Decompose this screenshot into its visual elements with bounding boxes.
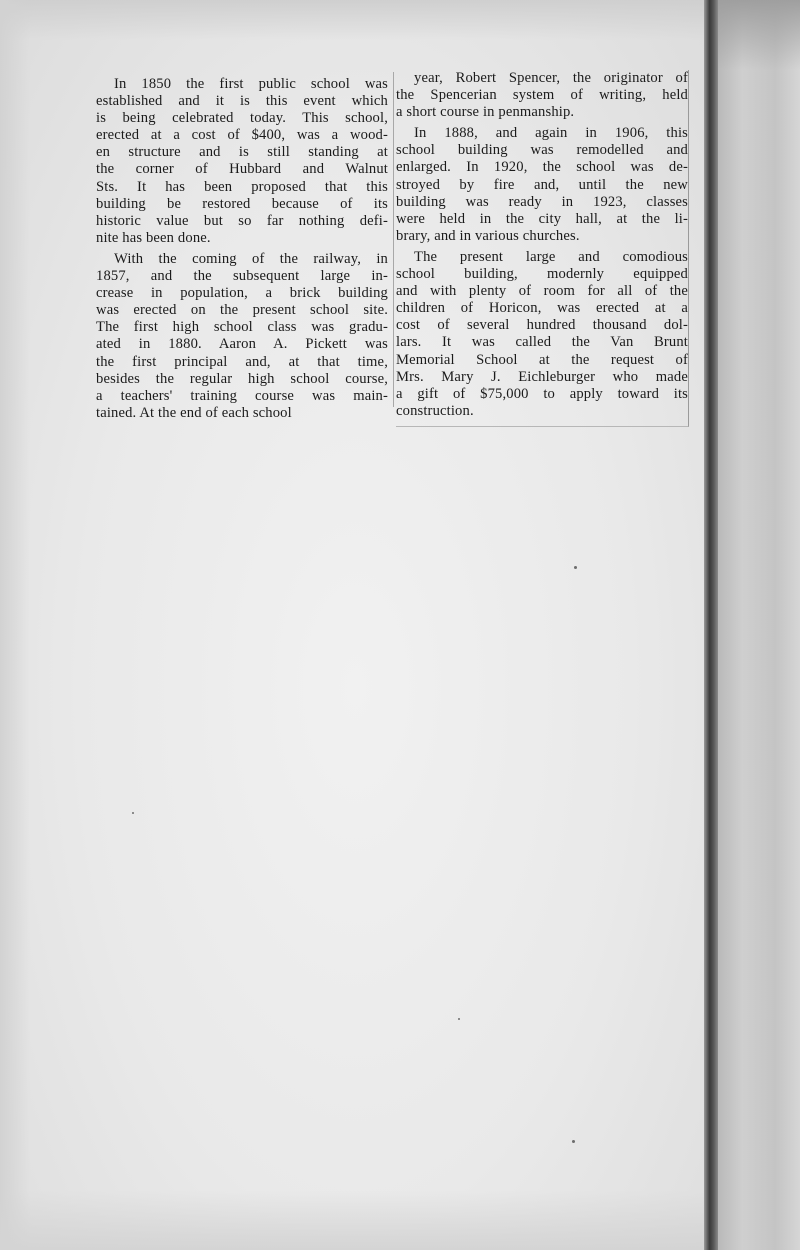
- article-line: children of Horicon, was erected at a: [396, 300, 688, 317]
- article-paragraph: [396, 125, 688, 245]
- page-shadow-left: [0, 0, 30, 1250]
- article-line: year, Robert Spencer, the originator of: [414, 70, 688, 86]
- article-line: established and it is this event which: [96, 93, 388, 110]
- article-line: tained. At the end of each school: [96, 404, 292, 421]
- article-line: historic value but so far nothing defi-: [96, 212, 388, 229]
- article-line: en structure and is still standing at: [96, 144, 388, 161]
- article-paragraph: [396, 70, 688, 121]
- book-binding-edge: [704, 0, 718, 1250]
- article-line: the first principal and, at that time,: [96, 353, 388, 370]
- article-line: In 1888, and again in 1906, this: [414, 125, 688, 142]
- scan-speck: [572, 1140, 575, 1143]
- scan-speck: [132, 812, 134, 814]
- article-line: building be restored because of its: [96, 195, 388, 212]
- article-line: a teachers' training course was main-: [96, 387, 388, 404]
- article-line: 1857, and the subsequent large in-: [96, 268, 388, 285]
- article-line: In 1850 the first public school was: [114, 76, 388, 92]
- article-line: school building, modernly equipped: [396, 266, 688, 283]
- article-line: lars. It was called the Van Brunt: [396, 334, 688, 351]
- scan-speck: [458, 1018, 460, 1020]
- page-shadow-bottom: [0, 1190, 712, 1250]
- article-line: Sts. It has been proposed that this: [96, 178, 388, 195]
- article-line: erected at a cost of $400, was a wood-: [96, 127, 388, 144]
- newspaper-clipping-right-column: [396, 70, 689, 427]
- article-line: the corner of Hubbard and Walnut: [96, 161, 388, 178]
- article-line: enlarged. In 1920, the school was de-: [396, 159, 688, 176]
- page-shadow-top: [0, 0, 712, 40]
- article-line: besides the regular high school course,: [96, 370, 388, 387]
- article-line: stroyed by fire and, until the new: [396, 176, 688, 193]
- article-line: a short course in penmanship.: [396, 104, 575, 121]
- article-line: Memorial School at the request of: [396, 351, 688, 368]
- article-line: were held in the city hall, at the li-: [396, 210, 688, 227]
- article-paragraph: [96, 76, 388, 247]
- article-line: the Spencerian system of writing, held: [396, 87, 688, 104]
- article-line: With the coming of the railway, in: [114, 250, 388, 267]
- article-line: The present large and comodious: [414, 248, 688, 265]
- article-line: cost of several hundred thousand dol-: [396, 317, 688, 334]
- adjacent-page-edge: [718, 0, 800, 1250]
- article-line: school building was remodelled and: [396, 142, 688, 159]
- article-paragraph: [396, 249, 688, 420]
- article-line: building was ready in 1923, classes: [396, 193, 688, 210]
- article-line: construction.: [396, 402, 474, 419]
- article-line: ated in 1880. Aaron A. Pickett was: [96, 336, 388, 353]
- article-line: a gift of $75,000 to apply toward its: [396, 385, 688, 402]
- article-line: The first high school class was gradu-: [96, 319, 388, 336]
- scan-speck: [574, 566, 577, 569]
- article-line: Mrs. Mary J. Eichleburger who made: [396, 368, 688, 385]
- article-line: is being celebrated today. This school,: [96, 110, 388, 127]
- article-line: was erected on the present school site.: [96, 302, 388, 319]
- newspaper-clipping-left-column: [96, 76, 388, 422]
- article-line: nite has been done.: [96, 229, 211, 246]
- article-paragraph: [96, 251, 388, 422]
- article-line: and with plenty of room for all of the: [396, 283, 688, 300]
- article-line: crease in population, a brick building: [96, 285, 388, 302]
- article-line: brary, and in various churches.: [396, 227, 580, 244]
